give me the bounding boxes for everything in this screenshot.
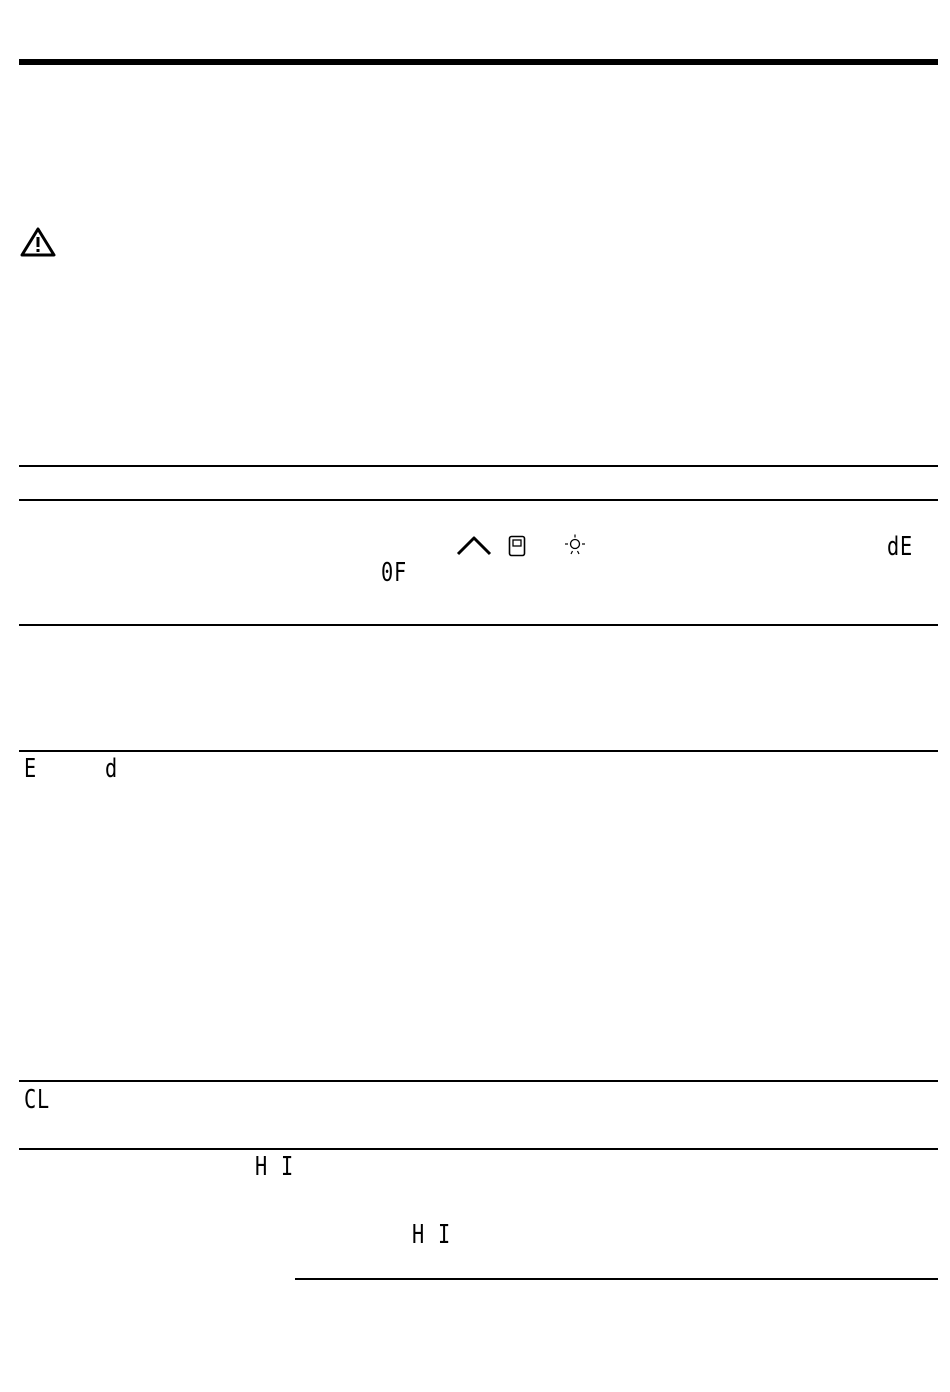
table-header-top-rule <box>19 465 938 467</box>
door-panel-icon <box>508 535 526 557</box>
display-code-e: E <box>24 754 37 784</box>
table-bottom-rule <box>295 1278 938 1280</box>
display-code-hi: H I <box>255 1152 294 1182</box>
display-code-d: d <box>105 754 118 784</box>
table-header-bottom-rule <box>19 499 938 501</box>
table-row-rule <box>19 750 938 752</box>
top-rule <box>19 59 938 65</box>
light-bulb-icon <box>563 533 587 557</box>
table-row-rule <box>19 624 938 626</box>
table-row-rule <box>19 1080 938 1082</box>
chevron-up-icon <box>455 532 493 558</box>
warning-triangle-icon <box>19 226 57 258</box>
display-code-hi: H I <box>412 1220 451 1250</box>
display-code-of: 0F <box>381 558 407 588</box>
table-row-rule <box>19 1148 938 1150</box>
display-code-de: dE <box>887 532 913 562</box>
display-code-cl: CL <box>24 1085 50 1115</box>
